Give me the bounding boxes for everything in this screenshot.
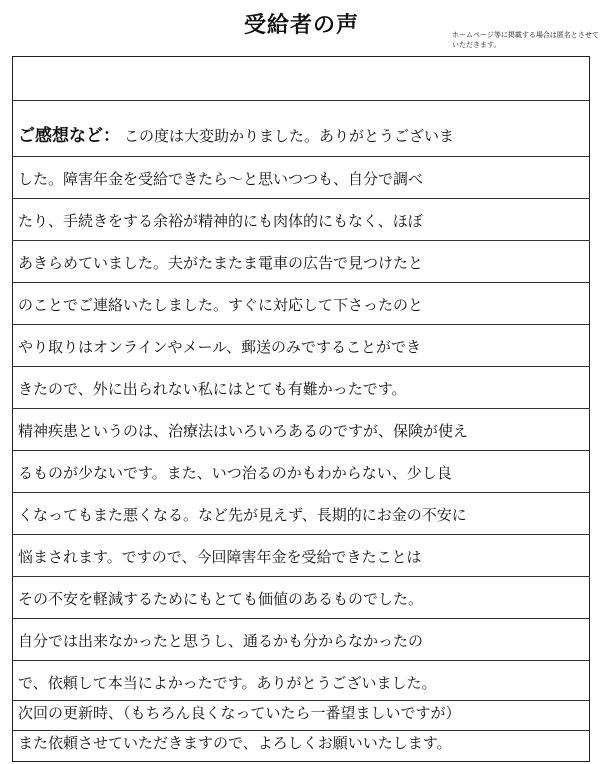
comment-frame [12,56,590,762]
ruled-line [12,198,590,199]
ruled-line [12,408,590,409]
ruled-line [12,282,590,283]
ruled-line [12,534,590,535]
comment-line: 悩まされます。ですので、今回障害年金を受給できたことは [18,548,422,566]
ruled-line [12,240,590,241]
comment-line [18,125,590,147]
page-title: 受給者の声 [243,13,359,38]
ruled-line [12,324,590,325]
comment-line: くなってもまた悪くなる。など先が見えず、長期的にお金の不安に [18,506,467,524]
comment-line: 精神疾患というのは、治療法はいろいろあるのですが、保険が使え [18,422,469,440]
comment-line: その不安を軽減するためにもとても価値のあるものでした。 [18,590,424,608]
ruled-line [12,730,590,731]
ruled-line [12,576,590,577]
comment-line: また依頼させていただきますので、よろしくお願いいたします。 [18,734,452,752]
ruled-line [12,100,590,101]
comment-line: やり取りはオンラインやメール、郵送のみですることができ [18,338,422,356]
ruled-line [12,156,590,157]
comment-line: のことでご連絡いたしました。すぐに対応して下さったのと [18,296,424,314]
comment-line: で、依頼して本当によかったです。ありがとうございました。 [18,674,437,692]
ruled-line [12,700,590,701]
comments-label: ご感想など： [18,126,120,146]
comment-line: たり、手続きをする余裕が精神的にも肉体的にもなく、ほぼ [18,212,423,230]
comment-line: 自分では出来なかったと思うし、通るかも分からなかったの [18,632,424,650]
comment-line-text: この度は大変助かりました。ありがとうございま [124,127,455,145]
anonymity-note: ホームページ等に掲載する場合は匿名とさせていただきます。 [452,31,599,49]
comment-line: した。障害年金を受給できたら～と思いつつも、自分で調べ [18,170,424,188]
comment-line: きたので、外に出られない私にはとても有難かったです。 [18,380,407,398]
ruled-line [12,450,590,451]
comment-line: 次回の更新時、（もちろん良くなっていたら一番望ましいですが） [18,704,461,722]
comment-line: るものが少ないです。また、いつ治るのかもわからない、少し良 [18,464,452,482]
ruled-line [12,492,590,493]
ruled-line [12,618,590,619]
comment-line: あきらめていました。夫がたまたま電車の広告で見つけたと [18,254,424,272]
ruled-line [12,366,590,367]
ruled-line [12,660,590,661]
